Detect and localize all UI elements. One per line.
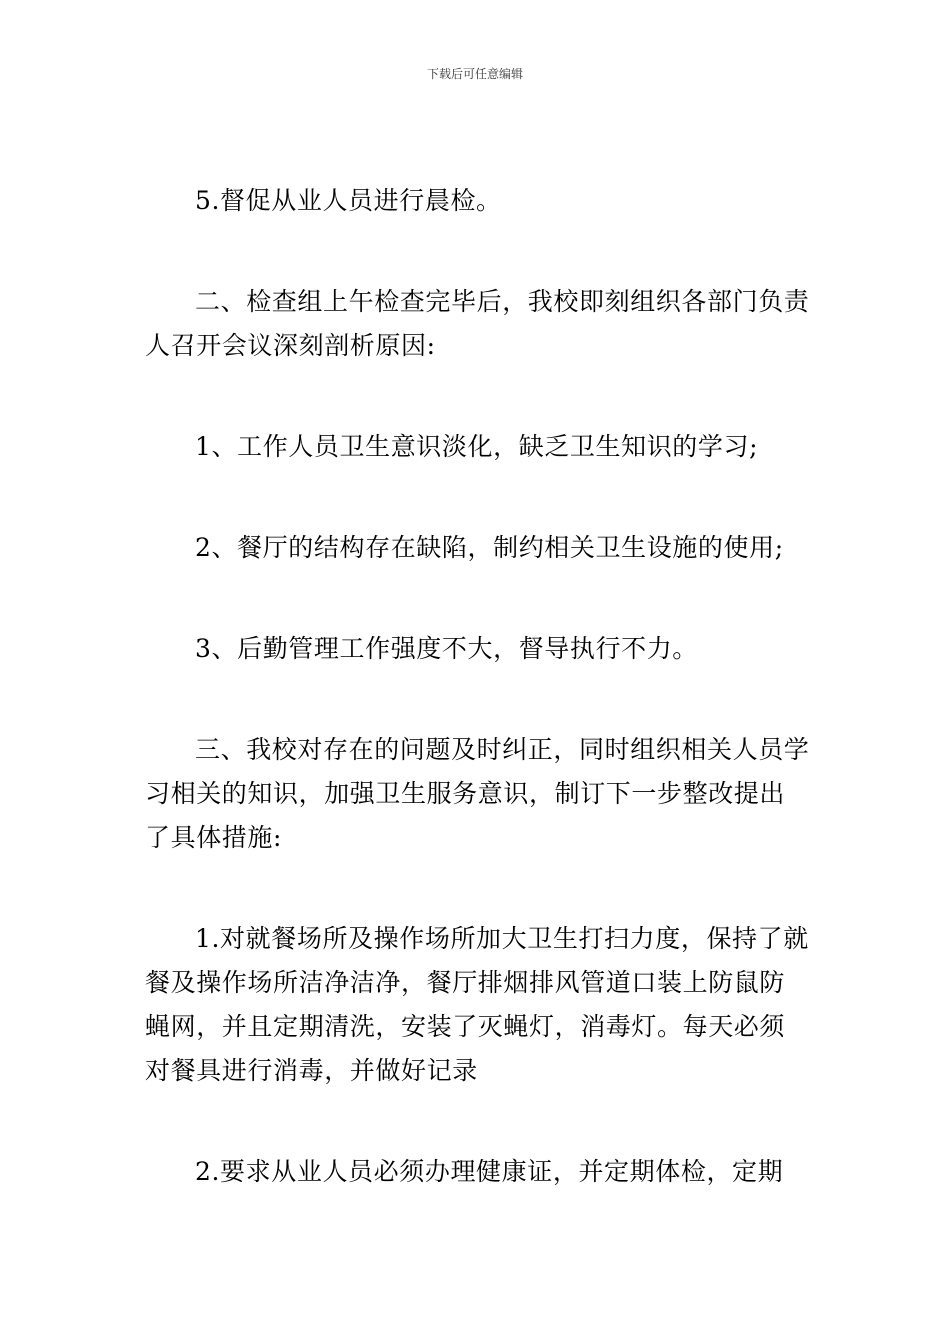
paragraph-reason-3: 3、后勤管理工作强度不大，督导执行不力。 bbox=[195, 634, 698, 663]
page-header: 下载后可任意编辑 bbox=[426, 67, 523, 81]
paragraph-measure-1: 1.对就餐场所及操作场所加大卫生打扫力度，保持了就餐及操作场所洁净洁净，餐厅排烟排风管道口装上防鼠防蝇网，并且定期清洗，安装了灭蝇灯，消毒灯。每天必须对餐具进行消毒，并做好记录 bbox=[145, 924, 809, 1085]
paragraph-morning-check: 5.督促从业人员进行晨检。 bbox=[195, 186, 502, 215]
paragraph-reason-1: 1、工作人员卫生意识淡化，缺乏卫生知识的学习; bbox=[195, 432, 759, 461]
document-body bbox=[145, 179, 810, 1251]
paragraph-measure-2: 2.要求从业人员必须办理健康证，并定期体检，定期 bbox=[195, 1157, 784, 1186]
paragraph-section-three: 三、我校对存在的问题及时纠正，同时组织相关人员学习相关的知识，加强卫生服务意识，制订下一步整改提出了具体措施: bbox=[145, 735, 810, 852]
paragraph-section-two: 二、检查组上午检查完毕后，我校即刻组织各部门负责人召开会议深刻剖析原因: bbox=[145, 287, 810, 360]
paragraph-reason-2: 2、餐厅的结构存在缺陷，制约相关卫生设施的使用; bbox=[195, 533, 784, 562]
